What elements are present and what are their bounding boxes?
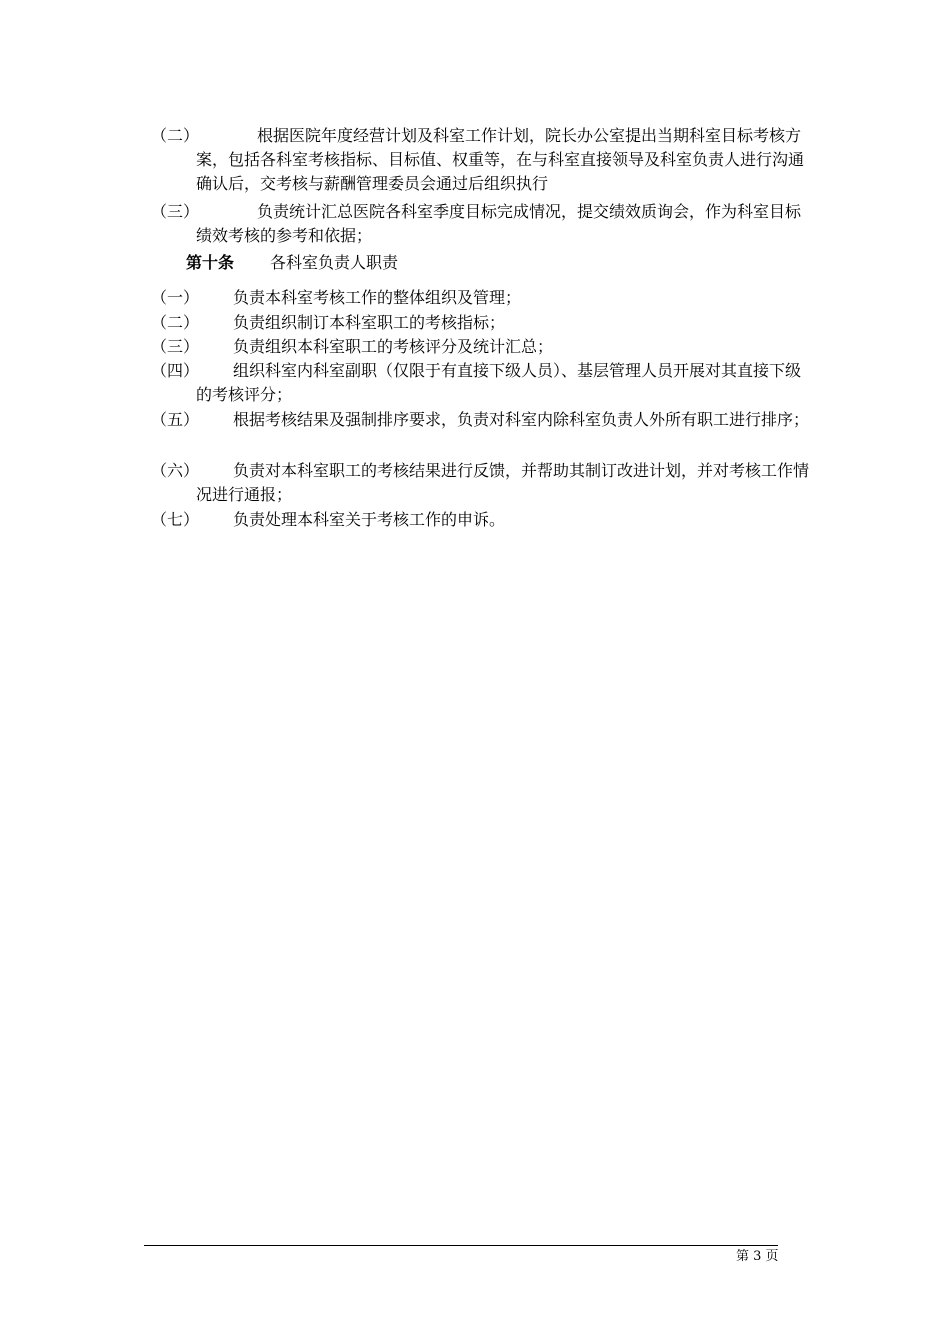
list-item [151, 124, 811, 196]
article-number: 第十条 [186, 253, 235, 272]
list-item [151, 359, 811, 407]
item-number: （五） [151, 410, 200, 429]
item-text: 根据考核结果及强制排序要求，负责对科室内除科室负责人外所有职工进行排序； [233, 410, 810, 429]
item-text: 负责处理本科室关于考核工作的申诉。 [233, 510, 506, 529]
item-text: 负责本科室考核工作的整体组织及管理； [233, 288, 522, 307]
item-number: （七） [151, 510, 200, 529]
list-item [151, 200, 811, 248]
item-number: （四） [151, 361, 200, 380]
item-number: （三） [151, 337, 200, 356]
item-text: 根据医院年度经营计划及科室工作计划，院长办公室提出当期科室目标考核方案，包括各科室考核指标、目标值、权重等，在与科室直接领导及科室负责人进行沟通确认后，交考核与薪酬管理委员会通过后组织执行 [196, 126, 805, 193]
item-text: 负责组织本科室职工的考核评分及统计汇总； [233, 337, 554, 356]
item-number: （二） [151, 313, 200, 332]
list-item [151, 408, 811, 432]
footer-divider [144, 1245, 778, 1246]
item-number: （一） [151, 288, 200, 307]
item-number: （二） [151, 126, 200, 145]
item-text: 负责组织制订本科室职工的考核指标； [233, 313, 506, 332]
list-item [151, 459, 811, 507]
item-text: 负责对本科室职工的考核结果进行反馈，并帮助其制订改进计划，并对考核工作情况进行通报； [196, 461, 810, 504]
item-number: （三） [151, 202, 200, 221]
list-item [151, 311, 811, 335]
page-number: 第 3 页 [736, 1249, 779, 1264]
item-text: 负责统计汇总医院各科室季度目标完成情况，提交绩效质询会，作为科室目标绩效考核的参考和依据； [196, 202, 802, 245]
item-number: （六） [151, 461, 200, 480]
list-item [151, 508, 811, 532]
article-title: 各科室负责人职责 [270, 253, 399, 272]
list-item [151, 286, 811, 310]
article-heading [186, 251, 398, 275]
list-item [151, 335, 811, 359]
item-text: 组织科室内科室副职（仅限于有直接下级人员）、基层管理人员开展对其直接下级的考核评分； [196, 361, 802, 404]
